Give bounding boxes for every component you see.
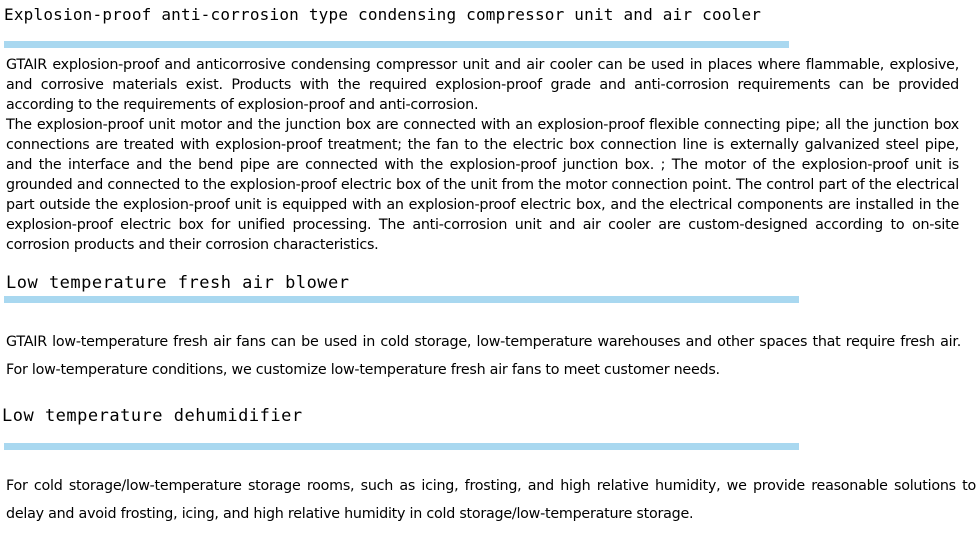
paragraph: For cold storage/low-temperature storage rooms, such as icing, frosting, and high relative humidity, we provide reasonable solutions to delay and avoid frosting, icing, and high relative humidity in cold storage/low-temperature storage. — [6, 478, 976, 522]
section-body-fresh-air-blower — [6, 328, 961, 384]
paragraph: GTAIR low-temperature fresh air fans can be used in cold storage, low-temperature warehouses and other spaces that require fresh air. For low-temperature conditions, we customize low-temperature fresh air fans to meet customer needs. — [6, 334, 961, 378]
section-body-explosion-proof — [6, 55, 959, 255]
paragraph: GTAIR explosion-proof and anticorrosive condensing compressor unit and air cooler can be used in places where flammable, explosive, and corrosive materials exist. Products with the required explosion-proof grade and anti-corrosion requirements can be provided according to the requirements of explosion-proof and anti-corrosion. — [6, 57, 959, 113]
section-divider — [4, 443, 799, 450]
section-title-explosion-proof: Explosion-proof anti-corrosion type condensing compressor unit and air cooler — [4, 5, 762, 24]
section-divider — [4, 296, 799, 303]
paragraph: The explosion-proof unit motor and the junction box are connected with an explosion-proof flexible connecting pipe; all the junction box connections are treated with explosion-proof treatment; the fan to the electric box connection line is externally galvanized steel pipe, and the interface and the bend pipe are connected with the explosion-proof junction box. ; The motor of the explosion-proof unit is grounded and connected to the explosion-proof electric box of the unit from the motor connection point. The control part of the electrical part outside the explosion-proof unit is equipped with an explosion-proof electric box, and the electrical components are installed in the explosion-proof electric box for unified processing. The anti-corrosion unit and air cooler are custom-designed according to on-site corrosion products and their corrosion characteristics. — [6, 117, 959, 253]
section-title-dehumidifier: Low temperature dehumidifier — [2, 406, 303, 426]
section-title-fresh-air-blower: Low temperature fresh air blower — [6, 273, 350, 293]
section-body-dehumidifier — [6, 472, 976, 528]
section-divider — [4, 41, 789, 48]
